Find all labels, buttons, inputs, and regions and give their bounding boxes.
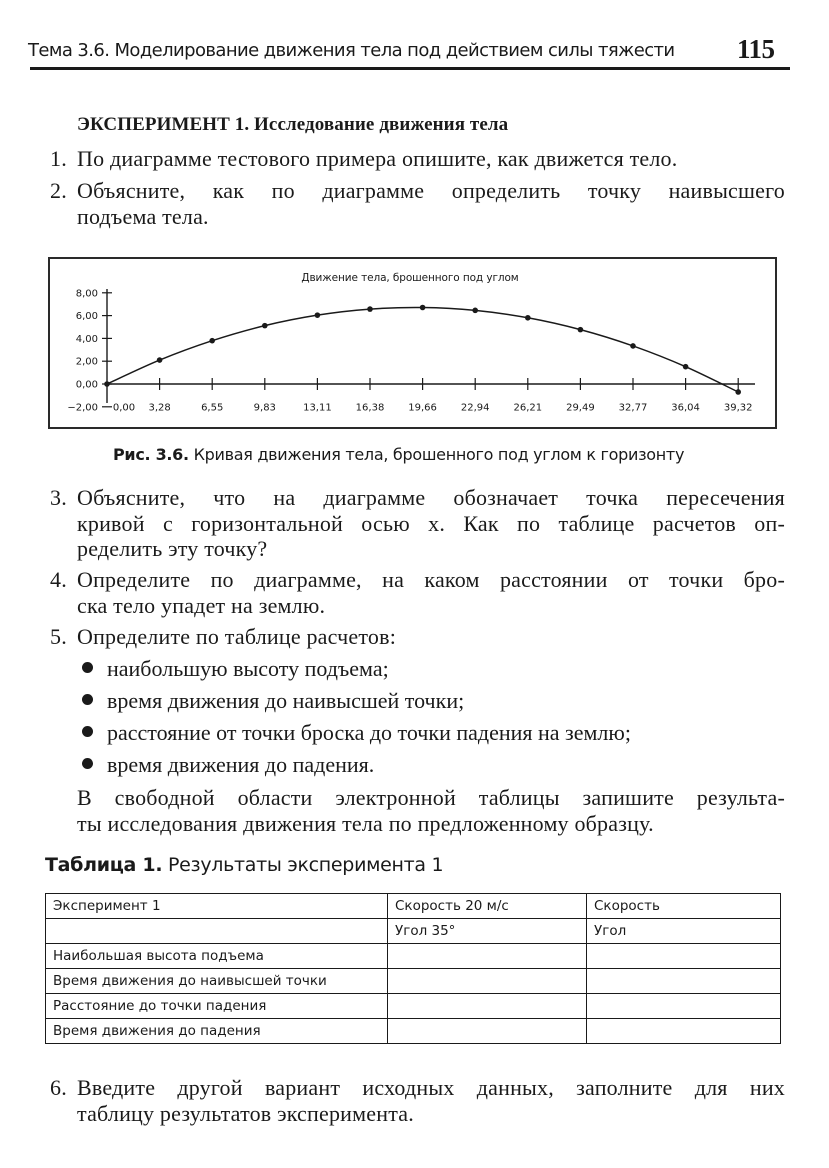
- paragraph-line: В свободной области электронной таблицы запишите результа-: [77, 785, 785, 810]
- svg-text:13,11: 13,11: [303, 402, 332, 414]
- question-text-line: Определите по диаграмме, на каком расстоянии от точки бро-: [77, 567, 785, 592]
- svg-text:8,00: 8,00: [75, 288, 98, 300]
- table-cell: Эксперимент 1: [46, 894, 388, 919]
- question-text-line: ределить эту точку?: [77, 536, 268, 561]
- trajectory-chart: [48, 257, 777, 429]
- question-number: 1.: [50, 146, 67, 171]
- chart-title: Движение тела, брошенного под углом: [301, 272, 519, 284]
- question-number: 3.: [50, 485, 67, 510]
- svg-text:6,55: 6,55: [201, 402, 224, 414]
- section-heading: ЭКСПЕРИМЕНТ 1. Исследование движения тела: [77, 114, 509, 135]
- paragraph-line: ты исследования движения тела по предложенному образцу.: [77, 810, 654, 836]
- table-caption-label: Таблица 1.: [45, 854, 163, 876]
- table-row: [46, 919, 781, 944]
- bullet-icon: [82, 726, 93, 737]
- question-text-line: Объясните, как по диаграмме определить точку наивысшего: [77, 178, 785, 203]
- svg-text:0,00: 0,00: [75, 379, 98, 391]
- svg-text:39,32: 39,32: [723, 402, 753, 414]
- instruction-paragraph: [77, 785, 785, 837]
- figure-caption-label: Рис. 3.6.: [113, 445, 189, 464]
- table-caption-text: Результаты эксперимента 1: [162, 854, 444, 876]
- bullet-text: расстояние от точки броска до точки падения на землю;: [107, 720, 631, 745]
- bullet-icon: [82, 662, 93, 673]
- results-table: [45, 893, 781, 1044]
- question-3: [50, 485, 785, 563]
- question-text-line: кривой с горизонтальной осью x. Как по таблице расчетов оп-: [77, 510, 785, 536]
- question-text-line: По диаграмме тестового примера опишите, как движется тело.: [77, 146, 678, 171]
- header-divider: [30, 67, 790, 70]
- svg-text:16,38: 16,38: [355, 402, 385, 414]
- question-number: 6.: [50, 1075, 67, 1100]
- table-cell: Расстояние до точки падения: [46, 994, 388, 1019]
- table-cell: Наибольшая высота подъема: [46, 944, 388, 969]
- running-header-title: Тема 3.6. Моделирование движения тела под действием силы тяжести: [28, 40, 675, 61]
- svg-text:19,66: 19,66: [408, 402, 437, 414]
- table-row: [46, 969, 781, 994]
- bullet-icon: [82, 758, 93, 769]
- table-cell: [587, 1019, 781, 1044]
- table-row: [46, 894, 781, 919]
- page-number: 115: [737, 34, 775, 64]
- question-text-line: таблицу результатов эксперимента.: [77, 1100, 414, 1126]
- question-4: [50, 567, 785, 619]
- bullet-icon: [82, 694, 93, 705]
- table-cell: Время движения до падения: [46, 1019, 388, 1044]
- table-cell: [388, 944, 587, 969]
- question-2: [50, 178, 785, 230]
- question-text-line: Введите другой вариант исходных данных, заполните для них: [77, 1075, 785, 1100]
- svg-text:32,77: 32,77: [618, 402, 648, 414]
- bullet-text: время движения до падения.: [107, 752, 375, 777]
- table-caption: [45, 854, 443, 876]
- figure-caption: [113, 445, 684, 464]
- table-row: [46, 944, 781, 969]
- table-cell: Угол 35°: [388, 919, 587, 944]
- svg-text:6,00: 6,00: [75, 311, 98, 323]
- table-row: [46, 1019, 781, 1044]
- table-cell: Скорость 20 м/с: [388, 894, 587, 919]
- svg-text:3,28: 3,28: [148, 402, 171, 414]
- svg-text:36,04: 36,04: [671, 402, 700, 414]
- svg-text:22,94: 22,94: [460, 402, 490, 414]
- question-number: 5.: [50, 624, 67, 649]
- table-cell: [46, 919, 388, 944]
- table-cell: [587, 944, 781, 969]
- question-text-line: Объясните, что на диаграмме обозначает точка пересечения: [77, 485, 785, 510]
- question-text-line: Определите по таблице расчетов:: [77, 624, 397, 649]
- table-cell: [587, 969, 781, 994]
- svg-text:−2,00: −2,00: [67, 402, 98, 414]
- table-cell: Время движения до наивысшей точки: [46, 969, 388, 994]
- svg-text:0,00: 0,00: [112, 402, 136, 414]
- table-cell: [388, 969, 587, 994]
- y-axis-ticks: [67, 288, 112, 413]
- question-text-line: подъема тела.: [77, 203, 209, 229]
- svg-text:2,00: 2,00: [75, 356, 98, 368]
- figure-caption-text: Кривая движения тела, брошенного под углом к горизонту: [188, 445, 685, 464]
- bullet-text: время движения до наивысшей точки;: [107, 688, 465, 713]
- svg-text:26,21: 26,21: [513, 402, 543, 414]
- svg-text:29,49: 29,49: [566, 402, 595, 414]
- bullet-text: наибольшую высоту подъема;: [107, 656, 389, 681]
- question-number: 4.: [50, 567, 67, 592]
- table-cell: [388, 994, 587, 1019]
- question-number: 2.: [50, 178, 67, 203]
- table-cell: [587, 994, 781, 1019]
- chart-plot: [50, 259, 775, 427]
- question-6: [50, 1075, 785, 1127]
- svg-text:4,00: 4,00: [75, 333, 98, 345]
- table-row: [46, 994, 781, 1019]
- table-cell: [388, 1019, 587, 1044]
- x-axis-ticks: [113, 378, 753, 413]
- question-5: [50, 624, 785, 650]
- svg-text:9,83: 9,83: [253, 402, 276, 414]
- question-1: [50, 146, 785, 172]
- question-text-line: ска тело упадет на землю.: [77, 592, 326, 618]
- table-cell: Угол: [587, 919, 781, 944]
- table-cell: Скорость: [587, 894, 781, 919]
